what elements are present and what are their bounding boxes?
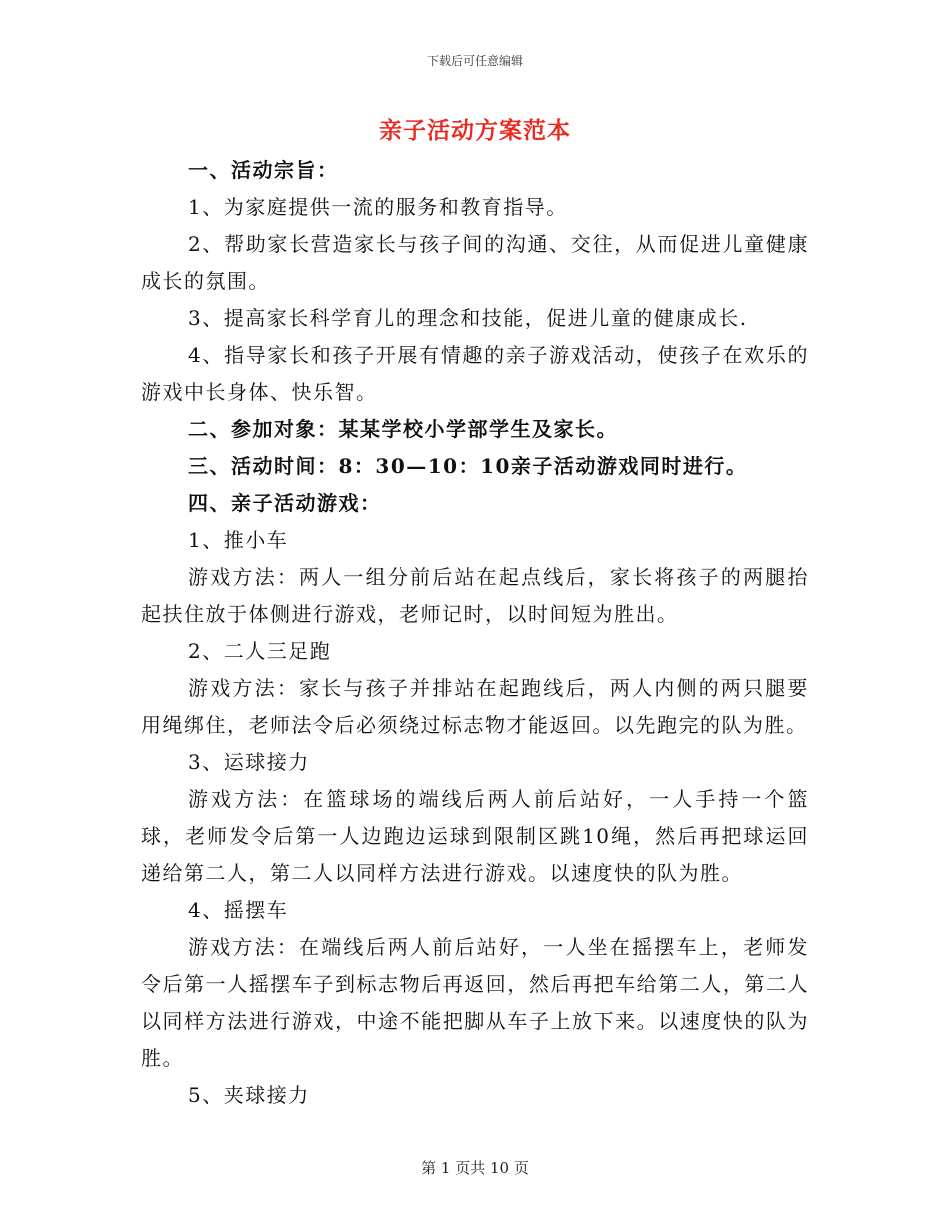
document-title: 亲子活动方案范本 (379, 117, 571, 144)
paragraph: 1、为家庭提供一流的服务和教育指导。 (188, 195, 568, 219)
game-method: 游戏方法：在端线后两人前后站好，一人坐在摇摆车上，老师发令后第一人摇摆车子到标志物后再返回，然后再把车给第二人，第二人以同样方法进行游戏，中途不能把脚从车子上放下来。以速度快的队为胜。 (141, 935, 809, 1070)
game-title: 5、夹球接力 (188, 1083, 310, 1107)
page-header-note: 下载后可任意编辑 (426, 54, 523, 68)
game-title: 4、摇摆车 (188, 898, 289, 922)
game-title: 2、二人三足跑 (188, 639, 332, 663)
paragraph: 4、指导家长和孩子开展有情趣的亲子游戏活动，使孩子在欢乐的游戏中长身体、快乐智。 (141, 343, 809, 404)
game-method: 游戏方法：家长与孩子并排站在起跑线后，两人内侧的两只腿要用绳绑住，老师法令后必须绕过标志物才能返回。以先跑完的队为胜。 (141, 676, 809, 737)
section-heading: 二、参加对象：某某学校小学部学生及家长。 (188, 417, 618, 441)
document-body (141, 152, 809, 1114)
section-heading: 一、活动宗旨： (188, 158, 339, 182)
section-heading: 三、活动时间：8：30—10：10亲子活动游戏同时进行。 (188, 454, 748, 478)
game-title: 1、推小车 (188, 528, 289, 552)
game-method: 游戏方法：两人一组分前后站在起点线后，家长将孩子的两腿抬起扶住放于体侧进行游戏，老师记时，以时间短为胜出。 (141, 565, 809, 626)
section-heading: 四、亲子活动游戏： (188, 491, 382, 515)
game-title: 3、运球接力 (188, 750, 310, 774)
paragraph: 2、帮助家长营造家长与孩子间的沟通、交往，从而促进儿童健康成长的氛围。 (141, 232, 809, 293)
game-method: 游戏方法：在篮球场的端线后两人前后站好，一人手持一个篮球，老师发令后第一人边跑边运球到限制区跳10绳，然后再把球运回递给第二人，第二人以同样方法进行游戏。以速度快的队为胜。 (141, 787, 809, 885)
page-number-footer: 第 1 页共 10 页 (421, 1159, 529, 1177)
paragraph: 3、提高家长科学育儿的理念和技能，促进儿童的健康成长. (188, 306, 748, 330)
